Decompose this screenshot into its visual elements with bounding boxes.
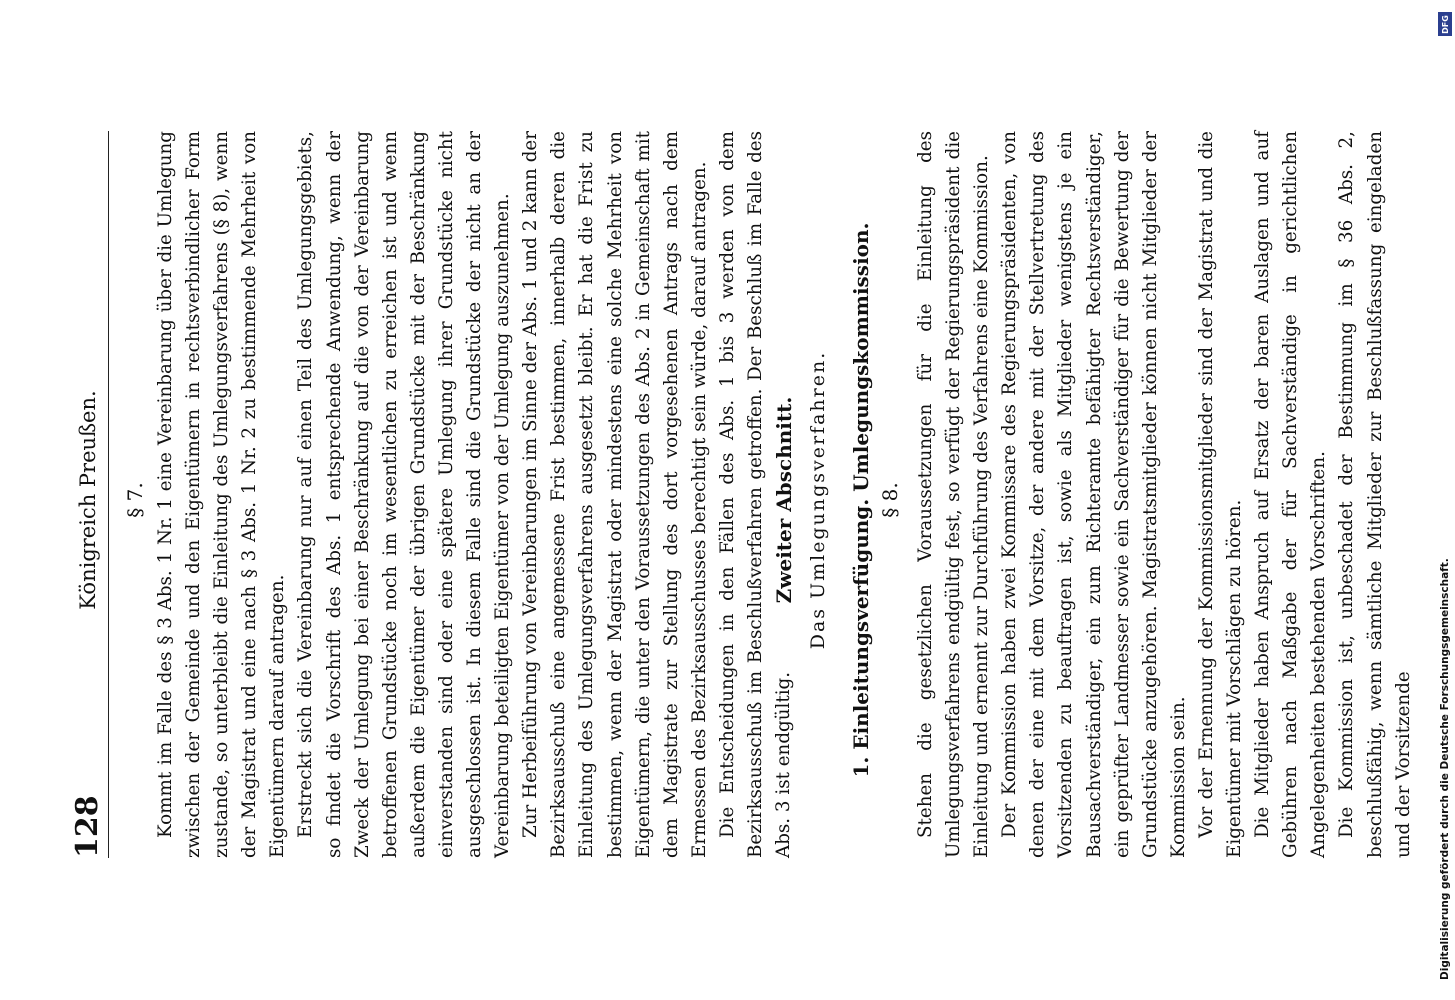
section-8-paragraph-5: Die Kommission ist, unbeschadet der Bestimmung im § 36 Abs. 2, beschlußfähig, wenn sämtliche Mitglieder zur Beschlußfassung eingeladen und der Vorsitzende — [1336, 131, 1414, 858]
running-title: Königreich Preußen. — [76, 390, 100, 610]
section-8-heading: § 8. — [878, 482, 902, 518]
section-8-paragraph-2: Der Kommission haben zwei Kommissare des Regierungspräsidenten, von denen der eine mit dem Vorsitze, der andere mit der Stellvertretung des Vorsitzenden zu beauftragen ist, sowie als Mitglieder wenigstens je ein Bausachverständiger, ein zum Richteramte befähigter Rechtsverständiger, ein geprüfter Landmesser sowie ein Sachverständiger für die Bewertung der Grundstücke anzugehören. Magistratsmitglieder können nicht Mitglieder der Kommission sein. — [999, 131, 1189, 858]
section-8-paragraph-1: Stehen die gesetzlichen Voraussetzungen für die Einleitung des Umlegungsverfahrens endgültig fest, so verfügt der Regierungspräsident die Einleitung und ernennt zur Durchführung des Verfahrens eine Kommission. — [915, 131, 993, 858]
section-7-paragraph-4: Die Entscheidungen in den Fällen des Abs. 1 bis 3 werden von dem Bezirksausschuß im Beschlußverfahren getroffen. Der Beschluß im Falle des Abs. 3 ist endgültig. — [716, 131, 795, 858]
digitization-note-text: Digitalisierung gefördert durch die Deutsche Forschungsgemeinschaft. — [1439, 558, 1451, 980]
section-8-paragraph-4: Die Mitglieder haben Anspruch auf Ersatz der baren Auslagen und auf Gebühren nach Maßgabe der für Sachverständige in gerichtlichen Angelegenheiten bestehenden Vorschriften. — [1252, 131, 1330, 858]
section-7-paragraph-2: Erstreckt sich die Vereinbarung nur auf einen Teil des Umlegungsgebiets, so findet die Vorschrift des Abs. 1 entsprechende Anwendung, wenn der Zweck der Umlegung bei einer Beschränkung auf die von der Vereinbarung betroffenen Grundstücke noch im wesentlichen zu erreichen ist und wenn außerdem die Eigentümer der übrigen Grundstücke mit der Beschränkung einverstanden sind oder eine spätere Umlegung ihrer Grundstücke nicht ausgeschlossen ist. In diesem Falle sind die Grundstücke der nicht an der Vereinbarung beteiligten Eigentümer von der Umlegung auszunehmen. — [295, 131, 514, 858]
division-subtitle: Das Umlegungsverfahren. — [807, 350, 829, 650]
digitization-note — [1438, 20, 1452, 980]
section-7-paragraph-3: Zur Herbeiführung von Vereinbarungen im Sinne der Abs. 1 und 2 kann der Bezirksausschuß eine angemessene Frist bestimmen, innerhalb deren die Einleitung des Umlegungsverfahrens ausgesetzt bleibt. Er hat die Frist zu bestimmen, wenn der Magistrat oder mindestens eine solche Mehrheit von Eigentümern, die unter den Voraussetzungen des Abs. 2 in Gemeinschaft mit dem Magistrate zur Stellung des dort vorgesehenen Antrags nach dem Ermessen des Bezirksausschusses berechtigt sein würde, darauf antragen. — [520, 131, 710, 858]
section-8-paragraph-3: Vor der Ernennung der Kommissionsmitglieder sind der Magistrat und die Eigentümer mit Vorschlägen zu hören. — [1195, 131, 1246, 858]
part-heading: 1. Einleitungsverfügung. Umlegungskommission. — [849, 222, 873, 778]
section-8-body — [912, 131, 1418, 858]
section-7-paragraph-1: Kommt im Falle des § 3 Abs. 1 Nr. 1 eine Vereinbarung über die Umlegung zwischen der Gemeinde und den Eigentümern in rechtsverbindlicher Form zustande, so unterbleibt die Einleitung des Umlegungsverfahrens (§ 8), wenn der Magistrat und eine nach § 3 Abs. 1 Nr. 2 zu bestimmende Mehrheit von Eigentümern darauf antragen. — [155, 131, 289, 858]
header-rule — [108, 131, 109, 858]
dfg-logo: DFG — [1438, 12, 1452, 36]
page-number: 128 — [70, 795, 105, 858]
section-7-body — [152, 131, 798, 858]
division-title: Zweiter Abschnitt. — [772, 396, 796, 604]
section-7-heading: § 7. — [123, 482, 147, 518]
